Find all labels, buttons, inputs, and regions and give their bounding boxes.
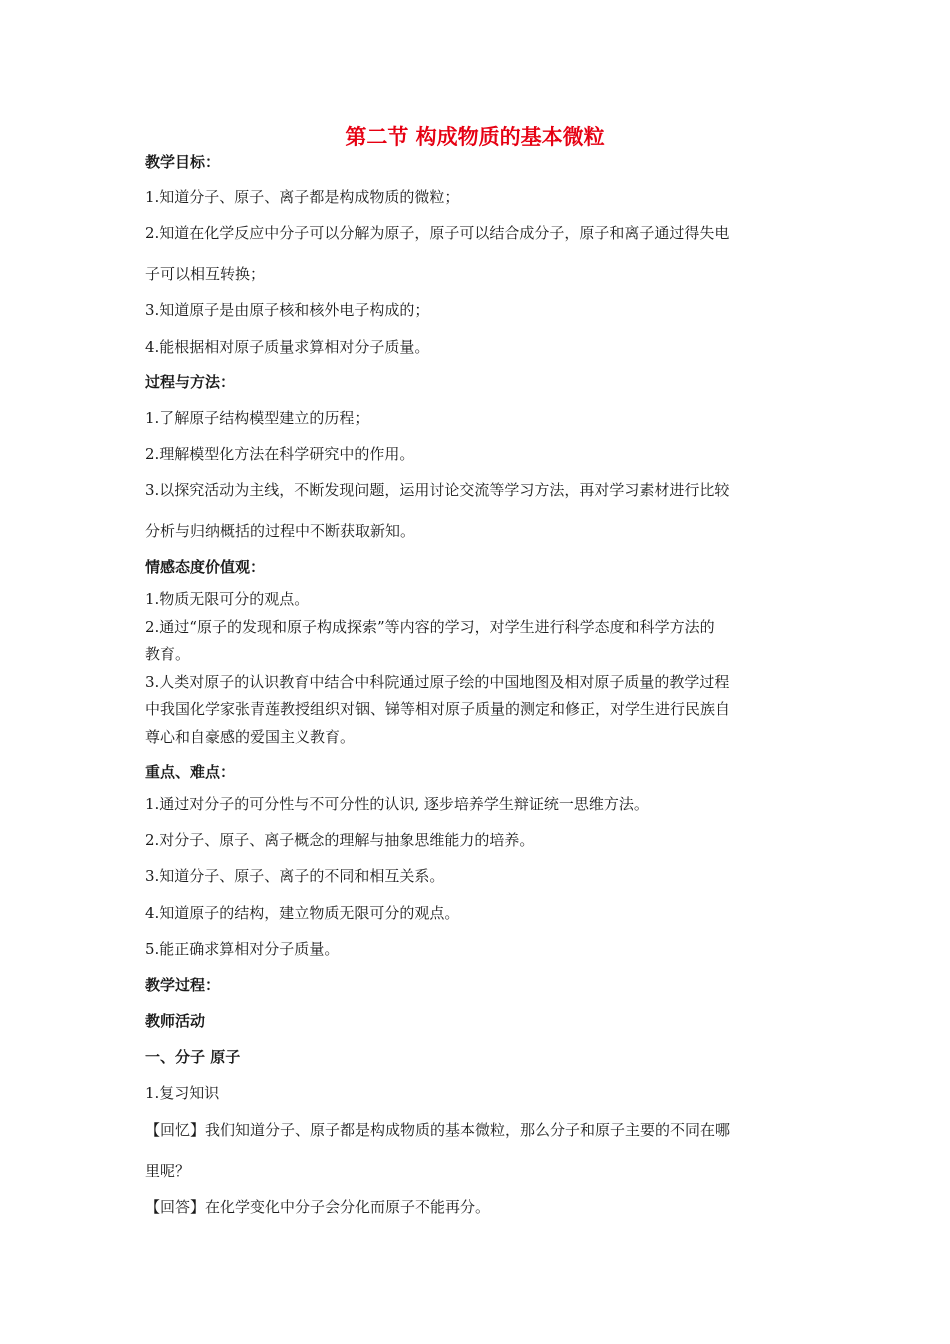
section-heading-emotion-values: 情感态度价值观： xyxy=(145,558,266,576)
emotion-values-line: 尊心和自豪感的爱国主义教育。 xyxy=(145,728,356,746)
emotion-values-line: 中我国化学家张青莲教授组织对铟、锑等相对原子质量的测定和修正，对学生进行民族自 xyxy=(145,700,731,718)
objective-line: 子可以相互转换； xyxy=(145,265,266,283)
subheading-molecule-atom: 一、分子 原子 xyxy=(145,1048,241,1066)
key-point-line: 5.能正确求算相对分子质量。 xyxy=(145,940,340,958)
section-heading-objectives: 教学目标： xyxy=(145,153,221,171)
process-method-line: 3.以探究活动为主线，不断发现问题，运用讨论交流等学习方法，再对学习素材进行比较 xyxy=(145,481,730,499)
teaching-process-line: 1.复习知识 xyxy=(145,1084,220,1102)
teaching-process-line: 【回答】在化学变化中分子会分化而原子不能再分。 xyxy=(145,1198,491,1216)
objective-line: 2.知道在化学反应中分子可以分解为原子，原子可以结合成分子，原子和离子通过得失电 xyxy=(145,224,730,242)
emotion-values-line: 1.物质无限可分的观点。 xyxy=(145,590,310,608)
emotion-values-line: 3.人类对原子的认识教育中结合中科院通过原子绘的中国地图及相对原子质量的教学过程 xyxy=(145,673,730,691)
emotion-values-line: 教育。 xyxy=(145,645,191,663)
document-title: 第二节 构成物质的基本微粒 xyxy=(345,125,605,149)
key-point-line: 4.知道原子的结构，建立物质无限可分的观点。 xyxy=(145,904,460,922)
process-method-line: 1.了解原子结构模型建立的历程； xyxy=(145,409,370,427)
objective-line: 4.能根据相对原子质量求算相对分子质量。 xyxy=(145,338,430,356)
subheading-teacher-activity: 教师活动 xyxy=(145,1012,206,1030)
emotion-values-line: 2.通过“原子的发现和原子构成探索”等内容的学习，对学生进行科学态度和科学方法的 xyxy=(145,618,715,636)
process-method-line: 分析与归纳概括的过程中不断获取新知。 xyxy=(145,522,416,540)
key-point-line: 2.对分子、原子、离子概念的理解与抽象思维能力的培养。 xyxy=(145,831,535,849)
objective-line: 3.知道原子是由原子核和核外电子构成的； xyxy=(145,301,430,319)
key-point-line: 1.通过对分子的可分性与不可分性的认识, 逐步培养学生辩证统一思维方法。 xyxy=(145,795,649,813)
process-method-line: 2.理解模型化方法在科学研究中的作用。 xyxy=(145,445,415,463)
key-point-line: 3.知道分子、原子、离子的不同和相互关系。 xyxy=(145,867,445,885)
teaching-process-line: 里呢？ xyxy=(145,1162,191,1180)
section-heading-teaching-process: 教学过程： xyxy=(145,976,221,994)
section-heading-process-method: 过程与方法： xyxy=(145,373,236,391)
section-heading-key-points: 重点、难点： xyxy=(145,763,236,781)
teaching-process-line: 【回忆】我们知道分子、原子都是构成物质的基本微粒，那么分子和原子主要的不同在哪 xyxy=(145,1121,731,1139)
objective-line: 1.知道分子、原子、离子都是构成物质的微粒； xyxy=(145,188,460,206)
